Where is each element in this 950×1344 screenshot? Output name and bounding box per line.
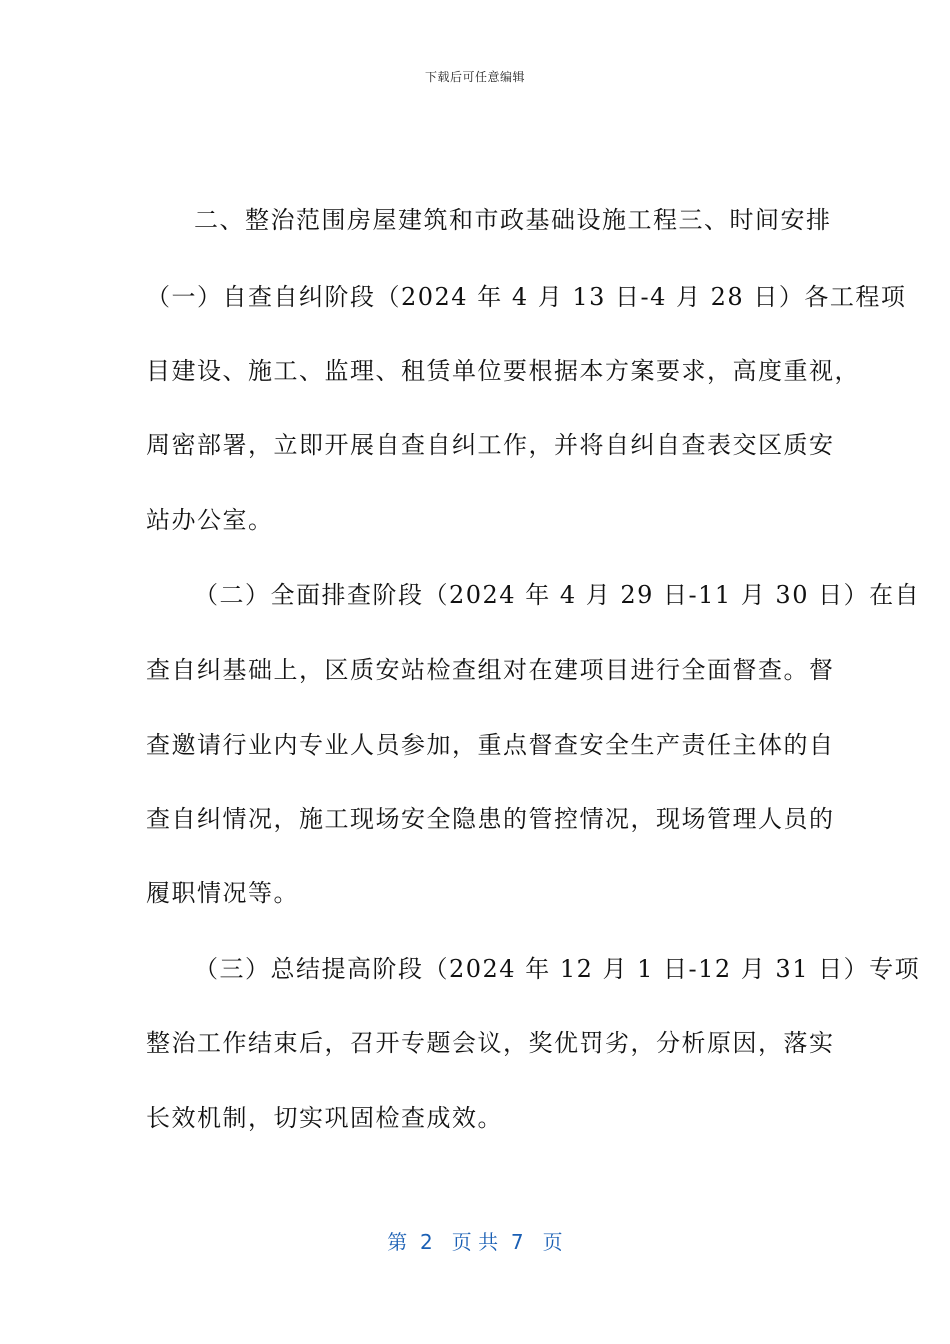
text-line: 查自纠情况，施工现场安全隐患的管控情况，现场管理人员的	[146, 805, 835, 833]
text-line: 履职情况等。	[146, 879, 299, 907]
text-line: 目建设、施工、监理、租赁单位要根据本方案要求，高度重视，	[146, 357, 860, 385]
text-line: （三）总结提高阶段（2024 年 12 月 1 日-12 月 31 日）专项	[194, 955, 921, 983]
text-line: 查自纠基础上，区质安站检查组对在建项目进行全面督查。督	[146, 656, 835, 684]
page-number-footer: 第 2 页 共 7 页	[387, 1230, 563, 1254]
text-line: 查邀请行业内专业人员参加，重点督查安全生产责任主体的自	[146, 731, 835, 759]
text-line: 周密部署，立即开展自查自纠工作，并将自纠自查表交区质安	[146, 431, 835, 459]
page-header-note: 下载后可任意编辑	[424, 70, 525, 84]
text-line: （二）全面排查阶段（2024 年 4 月 29 日-11 月 30 日）在自	[194, 581, 921, 609]
text-line: （一）自查自纠阶段（2024 年 4 月 13 日-4 月 28 日）各工程项	[146, 283, 907, 311]
text-line: 整治工作结束后，召开专题会议，奖优罚劣，分析原因，落实	[146, 1029, 835, 1057]
text-line: 长效机制，切实巩固检查成效。	[146, 1104, 503, 1132]
text-line: 站办公室。	[146, 506, 274, 534]
text-line: 二、整治范围房屋建筑和市政基础设施工程三、时间安排	[194, 206, 832, 234]
